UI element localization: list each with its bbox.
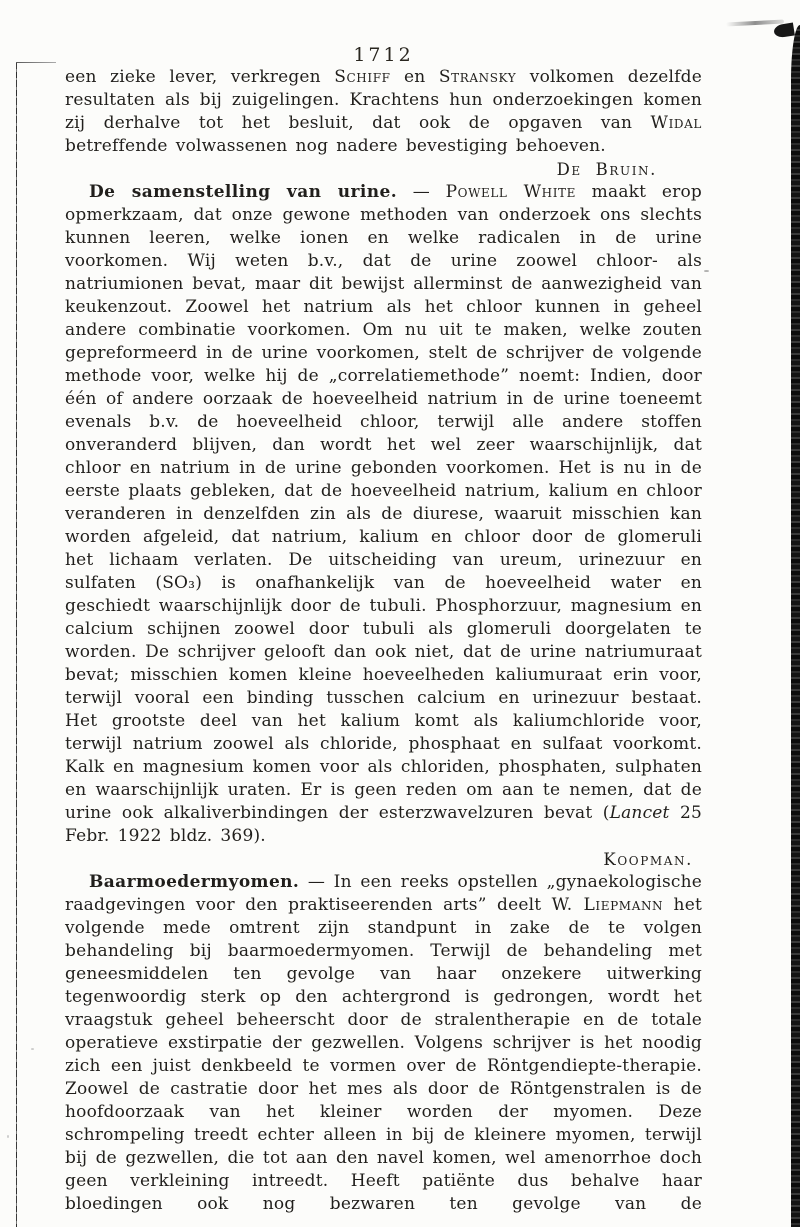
article-baarmoedermyomen [65, 871, 702, 1216]
signature-koopman: Koopman. [603, 850, 693, 869]
text-segment: volkomen dezelfde resultaten als bij zuigelingen. Krachtens hun onderzoekingen komen zij derhalve tot het besluit, dat ook de opgaven van [65, 67, 702, 133]
page-number: 1712 [353, 44, 414, 66]
text-segment: Powell White [445, 182, 577, 202]
paragraph-continued-liver [65, 66, 702, 158]
article-body-urine [65, 182, 702, 846]
article-urine-samenstelling [65, 181, 702, 848]
scan-speck [7, 1135, 9, 1138]
article-body-myomen [65, 872, 702, 1214]
text-segment: W. Liepmann [551, 895, 664, 915]
text-segment: en [390, 67, 439, 87]
signature-de-bruin: De Bruin. [556, 160, 657, 179]
text-segment: een zieke lever, verkregen [65, 67, 335, 87]
text-segment: Stransky [438, 67, 517, 87]
article-title-myomen: Baarmoedermyomen. [89, 872, 300, 892]
scan-smudge [726, 19, 784, 26]
text-segment: Widal [650, 113, 702, 133]
text-segment: betreffende volwassenen nog nadere bevestiging behoeven. [65, 136, 606, 156]
scan-speck [704, 270, 709, 272]
text-column [65, 0, 702, 1216]
scan-page-edge-line [16, 62, 17, 1227]
text-segment: maakt erop opmerkzaam, dat onze gewone methoden van onderzoek ons slechts kunnen leeren, welke ionen en welke radicalen in de urine voorkomen. Wij weten b.v., dat de urine zoowel chloor- als natriumionen bevat, maar dit bewijst allerminst de aanwezigheid van keukenzout. Zoowel het natrium als het chloor kunnen in geheel andere combinatie voorkomen. Om nu uit te maken, welke zouten gepreformeerd in de urine voorkomen, stelt de schrijver de volgende methode voor, welke hij de „correlatiemethode” noemt: Indien, door één of andere oorzaak de hoeveelheid natrium in de urine toeneemt evenals b.v. de hoeveelheid chloor, terwijl alle andere stoffen onveranderd blijven, dan wordt het wel zeer waarschijnlijk, dat chloor en natrium in de urine gebonden voorkomen. Het is nu in de eerste plaats gebleken, dat de hoeveelheid natrium, kalium en chloor veranderen in denzelfden zin als de diurese, waaruit misschien kan worden afgeleid, dat natrium, kalium en chloor door de glomeruli het lichaam verlaten. De uitscheiding van ureum, urinezuur en sulfaten (SO₃) is onafhankelijk van de hoeveelheid water en geschiedt waarschijnlijk door de tubuli. Phosphorzuur, magnesium en calcium schijnen zoowel door tubuli als glomeruli doorgelaten te worden. De schrijver gelooft dan ook niet, dat de urine natriumuraat bevat; misschien komen kleine hoeveelheden kaliumuraat erin voor, terwijl vooral een binding tusschen calcium en urinezuur bestaat. Het grootste deel van het kalium komt als kaliumchloride voor, terwijl natrium zoowel als chloride, phosphaat en sulfaat voorkomt. Kalk en magnesium komen voor als chloriden, phosphaten, sulphaten en waarschijnlijk uraten. Er is geen reden om aan te nemen, dat de urine ook alkaliverbindingen der esterzwavelzuren bevat ( [65, 182, 702, 823]
text-segment: 25 Febr. 1922 bldz. 369). [65, 803, 702, 846]
text-segment: Lancet [609, 803, 670, 823]
book-gutter-shadow [791, 25, 800, 1227]
scan-corner-mark [16, 62, 56, 63]
text-segment: Schiff [334, 67, 391, 87]
text-segment: het volgende mede omtrent zijn standpunt in zake de te volgen behandeling bij baarmoedermyomen. Terwijl de behandeling met geneesmiddelen ten gevolge van haar onzekere uitwerking tegenwoordig sterk op den achtergrond is gedrongen, wordt het vraagstuk geheel beheerscht door de stralentherapie en de totale operatieve exstirpatie der gezwellen. Volgens schrijver is het noodig zich een juist denkbeeld te vormen over de Röntgendiepte-therapie. Zoowel de castratie door het mes als door de Röntgenstralen is de hoofdoorzaak van het kleiner worden der myomen. Deze schrompeling treedt echter alleen in bij de kleinere myomen, terwijl bij de gezwellen, die tot aan den navel komen, wel amenorrhoe doch geen verkleining intreedt. Heeft patiënte dus behalve haar bloedingen ook nog bezwaren ten gevolge van de [65, 895, 702, 1214]
book-gutter-shadow-top [773, 23, 795, 39]
text-segment: — In een reeks opstellen „gynaekologische raadgevingen voor den praktiseerenden arts” deelt [65, 872, 702, 915]
text-segment: — [397, 182, 446, 202]
scan-speck [31, 1048, 34, 1050]
article-title-urine: De samenstelling van urine. [89, 182, 398, 202]
